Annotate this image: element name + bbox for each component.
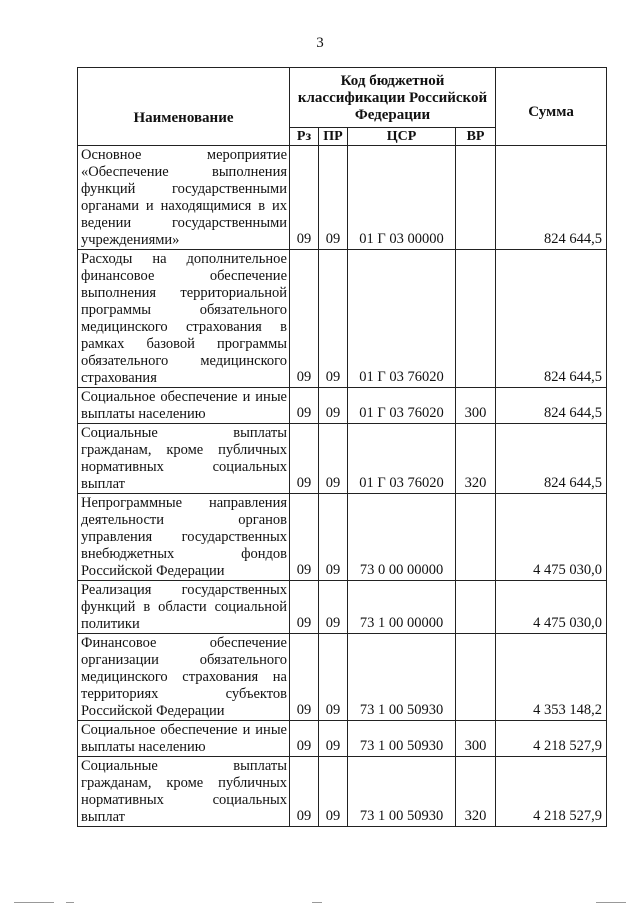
row-name: Реализация государственных функций в области социальной политики [78, 581, 290, 634]
table-row [78, 757, 607, 827]
header-vr: ВР [456, 128, 496, 146]
row-rz: 09 [290, 721, 319, 757]
table-row [78, 721, 607, 757]
row-name: Социальные выплаты гражданам, кроме публичных нормативных социальных выплат [78, 757, 290, 827]
row-vr [456, 494, 496, 581]
row-rz: 09 [290, 494, 319, 581]
table-row [78, 634, 607, 721]
scan-edge-marks [0, 897, 640, 903]
page-number: 3 [316, 35, 324, 51]
row-csr: 01 Г 03 76020 [348, 388, 456, 424]
row-rz: 09 [290, 581, 319, 634]
row-name: Социальное обеспечение и иные выплаты населению [78, 388, 290, 424]
row-sum: 824 644,5 [496, 424, 607, 494]
row-sum: 824 644,5 [496, 146, 607, 250]
row-rz: 09 [290, 250, 319, 388]
row-vr [456, 634, 496, 721]
row-name: Финансовое обеспечение организации обязательного медицинского страхования на территориях субъектов Российской Федерации [78, 634, 290, 721]
row-csr: 73 1 00 00000 [348, 581, 456, 634]
budget-table [77, 67, 607, 827]
row-vr [456, 581, 496, 634]
table-row [78, 146, 607, 250]
row-sum: 824 644,5 [496, 388, 607, 424]
row-pr: 09 [319, 757, 348, 827]
row-csr: 73 1 00 50930 [348, 634, 456, 721]
row-csr: 01 Г 03 76020 [348, 250, 456, 388]
row-vr: 300 [456, 388, 496, 424]
header-pr: ПР [319, 128, 348, 146]
row-vr: 320 [456, 757, 496, 827]
table-row [78, 494, 607, 581]
row-vr [456, 250, 496, 388]
row-rz: 09 [290, 424, 319, 494]
row-csr: 73 0 00 00000 [348, 494, 456, 581]
row-rz: 09 [290, 388, 319, 424]
row-sum: 824 644,5 [496, 250, 607, 388]
row-rz: 09 [290, 634, 319, 721]
row-name: Социальное обеспечение и иные выплаты населению [78, 721, 290, 757]
row-name: Расходы на дополнительное финансовое обеспечение выполнения территориальной программы обязательного медицинского страхования в рамках базовой программы обязательного медицинского страхования [78, 250, 290, 388]
row-vr: 300 [456, 721, 496, 757]
row-csr: 73 1 00 50930 [348, 757, 456, 827]
row-pr: 09 [319, 494, 348, 581]
row-pr: 09 [319, 388, 348, 424]
row-sum: 4 353 148,2 [496, 634, 607, 721]
header-name: Наименование [78, 68, 290, 146]
row-name: Социальные выплаты гражданам, кроме публичных нормативных социальных выплат [78, 424, 290, 494]
row-pr: 09 [319, 721, 348, 757]
table-row [78, 424, 607, 494]
row-sum: 4 218 527,9 [496, 721, 607, 757]
row-pr: 09 [319, 250, 348, 388]
table-row [78, 250, 607, 388]
row-rz: 09 [290, 146, 319, 250]
row-vr [456, 146, 496, 250]
row-sum: 4 475 030,0 [496, 581, 607, 634]
row-name: Непрограммные направления деятельности органов управления государственных внебюджетных фондов Российской Федерации [78, 494, 290, 581]
row-csr: 73 1 00 50930 [348, 721, 456, 757]
header-rz: Рз [290, 128, 319, 146]
row-sum: 4 218 527,9 [496, 757, 607, 827]
header-code-group: Код бюджетной классификации Российской Федерации [290, 68, 496, 128]
row-pr: 09 [319, 634, 348, 721]
row-pr: 09 [319, 581, 348, 634]
header-sum: Сумма [496, 68, 607, 146]
row-rz: 09 [290, 757, 319, 827]
header-csr: ЦСР [348, 128, 456, 146]
row-csr: 01 Г 03 76020 [348, 424, 456, 494]
row-vr: 320 [456, 424, 496, 494]
row-pr: 09 [319, 146, 348, 250]
row-pr: 09 [319, 424, 348, 494]
row-name: Основное мероприятие «Обеспечение выполнения функций государственными органами и находящимися в их ведении государственными учреждениями» [78, 146, 290, 250]
table-row [78, 581, 607, 634]
row-csr: 01 Г 03 00000 [348, 146, 456, 250]
table-row [78, 388, 607, 424]
row-sum: 4 475 030,0 [496, 494, 607, 581]
